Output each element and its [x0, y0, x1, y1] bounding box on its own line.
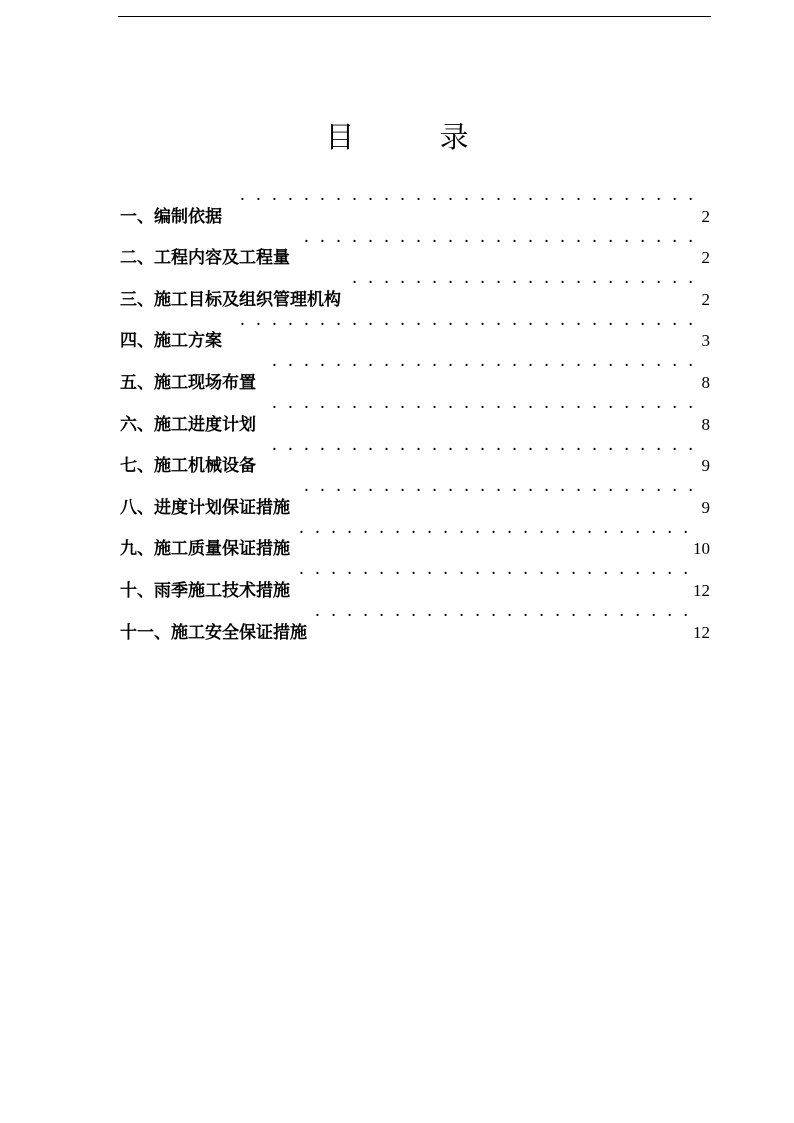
- toc-entry-page: 2: [701, 206, 710, 226]
- dot-leader: [228, 305, 696, 347]
- toc-entry-page: 8: [701, 414, 710, 434]
- dot-leader: [228, 180, 696, 222]
- toc-entry-label: 八、进度计划保证措施: [120, 497, 290, 518]
- dot-leader: [262, 388, 696, 430]
- dot-leader: [347, 263, 696, 305]
- toc-entry-label: 二、工程内容及工程量: [120, 248, 290, 269]
- toc-entry-page: 2: [701, 289, 710, 309]
- toc-entry-page: 12: [693, 622, 710, 642]
- toc-entry-page: 8: [701, 372, 710, 392]
- dot-leader: [262, 430, 696, 472]
- toc-entry-label: 四、施工方案: [120, 331, 222, 352]
- toc-entry-label: 三、施工目标及组织管理机构: [120, 289, 341, 310]
- toc-entry-page: 2: [701, 248, 710, 268]
- toc-entry-label: 六、施工进度计划: [120, 414, 256, 435]
- toc-entry-label: 十、雨季施工技术措施: [120, 580, 290, 601]
- dot-leader: [262, 346, 696, 388]
- header-rule: [118, 16, 711, 17]
- toc-entry-page: 12: [693, 580, 710, 600]
- toc-entry-page: 9: [701, 456, 710, 476]
- dot-leader: [313, 596, 691, 638]
- toc-entry-page: 10: [693, 539, 710, 559]
- toc-entry-label: 五、施工现场布置: [120, 372, 256, 393]
- page-title: 目 录: [325, 120, 507, 155]
- toc-entry[interactable]: [120, 180, 710, 227]
- toc-entry-page: 3: [701, 331, 710, 351]
- toc-entry-page: 9: [701, 497, 710, 517]
- toc-entry-label: 七、施工机械设备: [120, 456, 256, 477]
- toc-entry-label: 九、施工质量保证措施: [120, 539, 290, 560]
- toc-entry-label: 十一、施工安全保证措施: [120, 622, 307, 643]
- dot-leader: [296, 471, 696, 513]
- dot-leader: [296, 554, 691, 596]
- toc-entry-label: 一、编制依据: [120, 206, 222, 227]
- dot-leader: [296, 222, 696, 264]
- dot-leader: [296, 513, 691, 555]
- table-of-contents: [120, 180, 710, 643]
